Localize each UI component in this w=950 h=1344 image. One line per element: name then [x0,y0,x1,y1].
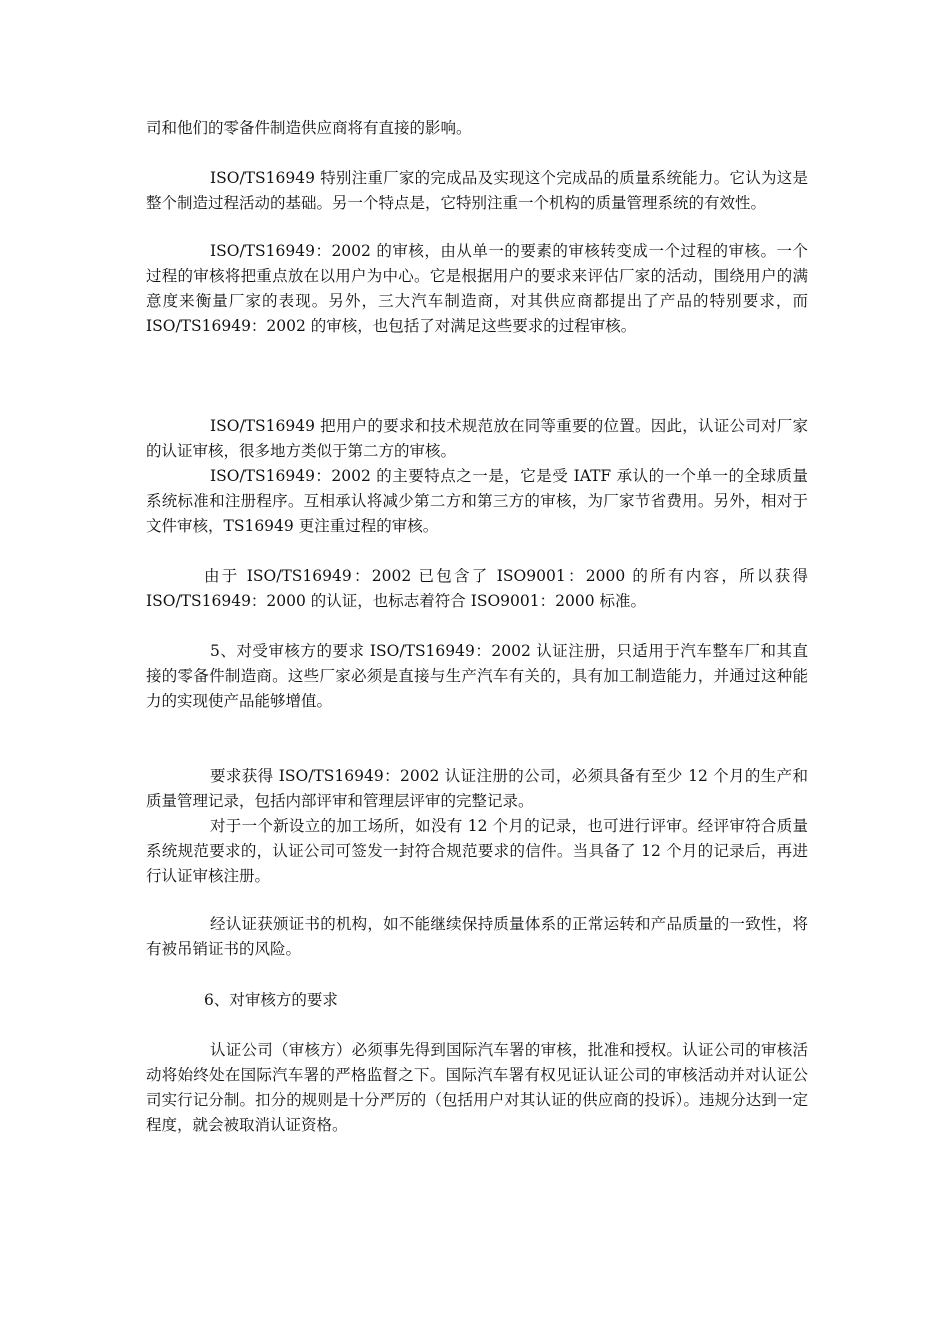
paragraph-5: ISO/TS16949：2002 的主要特点之一是，它是受 IATF 承认的一个单一的全球质量系统标准和注册程序。互相承认将减少第二方和第三方的审核，为厂家节省费用。另外，相对于文件审核，TS16949 更注重过程的审核。 [146,467,808,535]
paragraph-2: ISO/TS16949 特别注重厂家的完成品及实现这个完成品的质量系统能力。它认为这是整个制造过程活动的基础。另一个特点是，它特别注重一个机构的质量管理系统的有效性。 [146,169,808,212]
paragraph-1: 司和他们的零备件制造供应商将有直接的影响。 [146,119,472,137]
paragraph-9: 对于一个新设立的加工场所，如没有 12 个月的记录，也可进行评审。经评审符合质量系统规范要求的，认证公司可签发一封符合规范要求的信件。当具备了 12 个月的记录后，再进行认证审核注册。 [146,817,808,885]
paragraph-8: 要求获得 ISO/TS16949：2002 认证注册的公司，必须具备有至少 12 个月的生产和质量管理记录，包括内部评审和管理层评审的完整记录。 [146,767,808,810]
paragraph-3: ISO/TS16949：2002 的审核，由从单一的要素的审核转变成一个过程的审核。一个过程的审核将把重点放在以用户为中心。它是根据用户的要求来评估厂家的活动，围绕用户的满意度来衡量厂家的表现。另外，三大汽车制造商，对其供应商都提出了产品的特别要求，而 ISO/TS16949：2002 的审核，也包括了对满足这些要求的过程审核。 [146,242,808,335]
paragraph-4: ISO/TS16949 把用户的要求和技术规范放在同等重要的位置。因此，认证公司对厂家的认证审核，很多地方类似于第二方的审核。 [146,417,808,460]
paragraph-12: 认证公司（审核方）必须事先得到国际汽车署的审核，批准和授权。认证公司的审核活动将始终处在国际汽车署的严格监督之下。国际汽车署有权见证认证公司的审核活动并对认证公司实行记分制。扣分的规则是十分严厉的（包括用户对其认证的供应商的投诉）。违规分达到一定程度，就会被取消认证资格。 [146,1041,808,1134]
section-heading-6: 6、对审核方的要求 [204,991,338,1009]
paragraph-6: 由于 ISO/TS16949：2002 已包含了 ISO9001：2000 的所有内容，所以获得 ISO/TS16949：2000 的认证，也标志着符合 ISO9001：2000 标准。 [146,567,808,610]
paragraph-7: 5、对受审核方的要求 ISO/TS16949：2002 认证注册，只适用于汽车整车厂和其直接的零备件制造商。这些厂家必须是直接与生产汽车有关的，具有加工制造能力，并通过这种能力的实现使产品能够增值。 [146,642,808,710]
paragraph-10: 经认证获颁证书的机构，如不能继续保持质量体系的正常运转和产品质量的一致性，将有被吊销证书的风险。 [146,915,808,958]
